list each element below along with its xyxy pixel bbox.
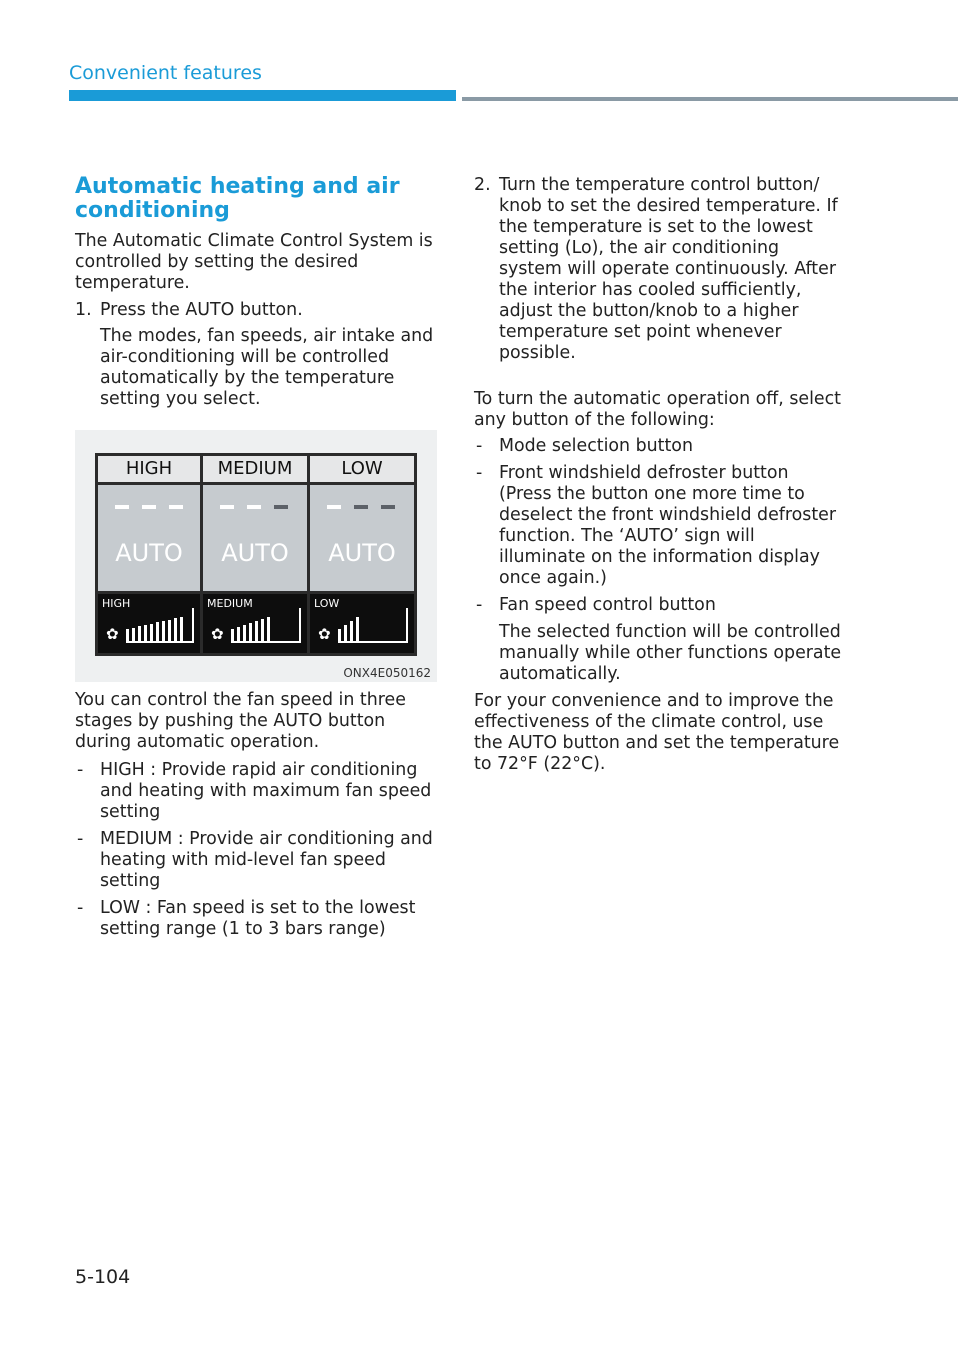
display-medium — [203, 485, 307, 591]
fan-bar — [237, 627, 240, 641]
page-number: 5-104 — [75, 1266, 131, 1288]
closing-paragraph: For your convenience and to improve the effectiveness of the climate control, use the AUTO button and set the temperature to 72°F (22°C). — [474, 691, 840, 774]
fan-bar — [255, 621, 258, 641]
fan-item-medium: - MEDIUM : Provide air conditioning and heating with mid-level fan speed setting — [77, 829, 433, 891]
fan-level-dashes — [310, 505, 414, 510]
fan-bar — [162, 621, 165, 641]
fan-bars-low — [310, 594, 414, 653]
step-2-text: Turn the temperature control button/ knob to set the desired temperature. If the temperature is set to the lowest setting (Lo), the air conditioning system will operate continuously. After the interior has cooled sufficiently, adjust the button/knob to a higher temperature set point whenever possible. — [499, 175, 838, 363]
auto-indicator: AUTO — [328, 539, 396, 567]
bar-frame-line — [299, 608, 301, 642]
fan-item-low-text: LOW : Fan speed is set to the lowest setting range (1 to 3 bars range) — [100, 898, 416, 939]
fan-icon: ✿ — [211, 625, 224, 643]
fan-level-dashes — [203, 505, 307, 510]
header-rule-gray — [462, 97, 958, 101]
fan-bar — [180, 617, 183, 641]
bar-frame-line — [406, 608, 408, 642]
fan-bar — [249, 623, 252, 641]
section-heading: Automatic heating and air conditioning — [75, 174, 400, 223]
off-item-fan-speed: - Fan speed control button — [476, 595, 716, 615]
fan-speed-paragraph: You can control the fan speed in three stages by pushing the AUTO button during automatic operation. — [75, 690, 406, 752]
fan-item-high: - HIGH : Provide rapid air conditioning and heating with maximum fan speed setting — [77, 760, 432, 822]
bottom-label-low: LOW — [314, 597, 340, 610]
fan-bar — [126, 629, 129, 641]
intro-paragraph: The Automatic Climate Control System is controlled by setting the desired temperature. — [75, 231, 433, 293]
fan-bar — [356, 617, 359, 641]
display-low — [310, 485, 414, 591]
fan-bar — [138, 626, 141, 641]
off-item-defroster: - Front windshield defroster button (Press the button one more time to deselect the front windshield defroster function. The ‘AUTO’ sign will illuminate on the information display once again.) — [476, 463, 837, 588]
off-item-detail: The selected function will be controlled manually while other functions operate automatically. — [499, 622, 842, 684]
chapter-title: Convenient features — [69, 62, 262, 84]
header-high: HIGH — [98, 456, 200, 482]
fan-icon: ✿ — [318, 625, 331, 643]
step-2-number: 2. — [474, 175, 491, 195]
fan-speed-figure — [75, 430, 437, 682]
display-high — [98, 485, 200, 591]
fan-bar — [144, 625, 147, 641]
fan-level-dashes — [98, 505, 200, 510]
fan-bar — [338, 629, 341, 641]
auto-indicator: AUTO — [115, 539, 183, 567]
header-rule-accent — [69, 90, 456, 101]
step-1-detail: The modes, fan speeds, air intake and air-conditioning will be controlled automatically by the temperature setting you select. — [100, 326, 434, 409]
fan-bar — [261, 619, 264, 641]
fan-bar — [174, 618, 177, 641]
figure-code: ONX4E050162 — [343, 666, 431, 680]
header-low: LOW — [310, 456, 414, 482]
fan-bars-high — [98, 594, 200, 653]
fan-bar — [132, 628, 135, 641]
fan-bars-medium — [203, 594, 307, 653]
off-item-mode-text: Mode selection button — [499, 436, 693, 456]
fan-item-high-text: HIGH : Provide rapid air conditioning and heating with maximum fan speed setting — [100, 760, 432, 822]
header-medium: MEDIUM — [203, 456, 307, 482]
bottom-label-medium: MEDIUM — [207, 597, 253, 610]
fan-bar — [231, 629, 234, 641]
fan-bar — [350, 621, 353, 641]
fan-icon: ✿ — [106, 625, 119, 643]
bottom-label-high: HIGH — [102, 597, 131, 610]
fan-item-low: - LOW : Fan speed is set to the lowest setting range (1 to 3 bars range) — [77, 898, 416, 939]
fan-bar — [156, 622, 159, 641]
fan-item-medium-text: MEDIUM : Provide air conditioning and heating with mid-level fan speed setting — [100, 829, 433, 891]
auto-off-paragraph: To turn the automatic operation off, select any button of the following: — [474, 389, 841, 430]
bar-frame-line — [126, 641, 194, 643]
bar-frame-line — [338, 641, 408, 643]
fan-bar — [168, 620, 171, 641]
fan-bar — [267, 617, 270, 641]
fan-bar — [243, 625, 246, 641]
fan-bar — [344, 625, 347, 641]
step-1 — [75, 300, 445, 321]
bar-frame-line — [231, 641, 301, 643]
step-1-number: 1. — [75, 300, 92, 320]
auto-indicator: AUTO — [221, 539, 289, 567]
off-item-defroster-text: Front windshield defroster button (Press the button one more time to deselect the front windshield defroster function. The ‘AUTO’ sign will illuminate on the information display once again.) — [499, 463, 837, 588]
bar-frame-line — [192, 608, 194, 642]
step-2 — [474, 175, 844, 364]
fan-bar — [150, 624, 153, 641]
off-item-fan-speed-text: Fan speed control button — [499, 595, 716, 615]
climate-display-panel — [95, 453, 417, 656]
off-item-mode: - Mode selection button — [476, 436, 693, 456]
step-1-text: Press the AUTO button. — [100, 300, 303, 320]
